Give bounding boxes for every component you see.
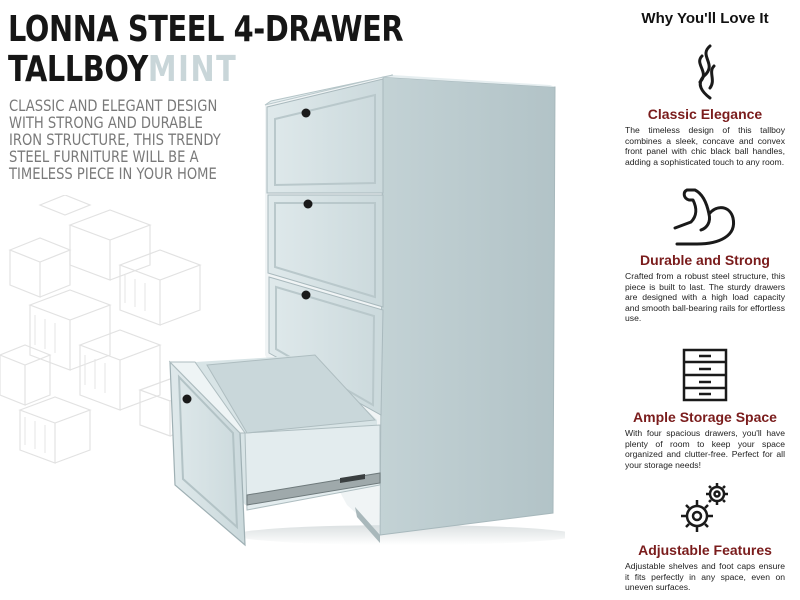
- feature-adjustable: [625, 478, 785, 593]
- feature-title: Ample Storage Space: [633, 409, 777, 425]
- title-line-1: LONNA STEEL 4-DRAWER: [8, 9, 404, 50]
- drawer-handle: [302, 291, 311, 300]
- drawer-1: [267, 79, 383, 193]
- cabinet-side-panel: [380, 75, 555, 535]
- title-color-name: MINT: [147, 49, 238, 90]
- feature-title: Adjustable Features: [638, 542, 772, 558]
- feature-description: Crafted from a robust steel structure, this piece is built to last. The sturdy drawers are designed with a high load capacity and smooth ball-bearing rails for effortless use.: [625, 271, 785, 323]
- elegance-swirl-icon: [688, 42, 722, 102]
- flexed-arm-icon: [667, 186, 743, 250]
- feature-ample-storage: [625, 345, 785, 470]
- drawer-unit-icon: [681, 347, 729, 403]
- product-tagline: CLASSIC AND ELEGANT DESIGN WITH STRONG AND DURABLE IRON STRUCTURE, THIS TRENDY STEEL FURNITURE WILL BE A TIMELESS PIECE IN YOUR HOME: [9, 96, 221, 183]
- drawer-handle: [183, 395, 192, 404]
- product-image-tallboy: [165, 65, 565, 550]
- feature-title: Classic Elegance: [647, 106, 763, 122]
- title-line-2: TALLBOY: [8, 49, 148, 90]
- feature-durable-strong: [625, 188, 785, 324]
- drawer-handle: [304, 200, 313, 209]
- feature-description: With four spacious drawers, you'll have plenty of room to keep your space organized and clutter-free. Perfect for all your storage needs!: [625, 428, 785, 470]
- feature-description: Adjustable shelves and foot caps ensure it fits perfectly in any space, even on uneven surfaces.: [625, 561, 785, 592]
- features-heading: Why You'll Love It: [641, 10, 769, 27]
- feature-title: Durable and Strong: [640, 252, 770, 268]
- feature-description: The timeless design of this tallboy combines a sleek, concave and convex front panel with chic black ball handles, adding a sophisticated touch to any room.: [625, 125, 785, 167]
- features-panel: [610, 0, 800, 600]
- feature-classic-elegance: [625, 42, 785, 167]
- gears-icon: [677, 480, 733, 536]
- drawer-handle: [302, 109, 311, 118]
